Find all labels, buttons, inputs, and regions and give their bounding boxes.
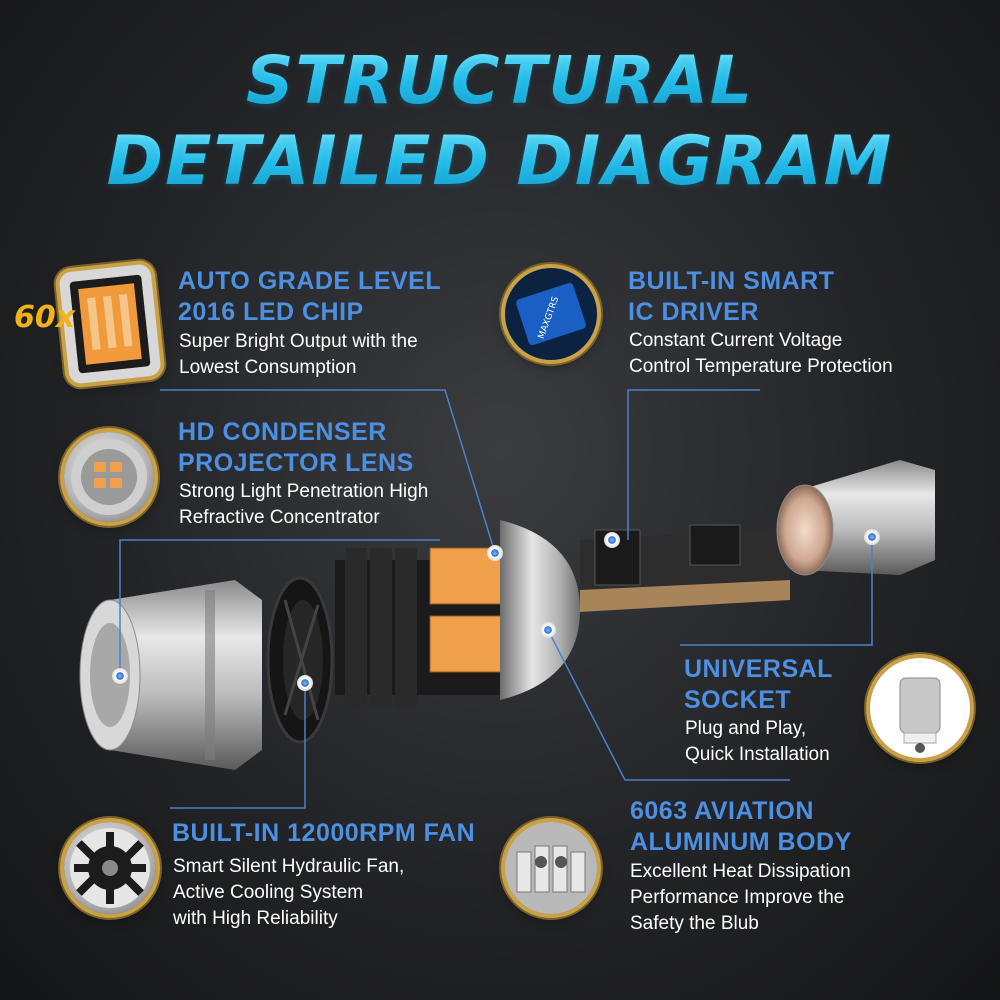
feature-title-line: 2016 LED CHIP [178,298,364,326]
feature-desc-line: Control Temperature Protection [629,356,893,377]
feature-desc-line: Super Bright Output with the [179,331,418,352]
feature-socket-desc [685,716,830,768]
feature-desc-line: Excellent Heat Dissipation [630,861,851,882]
feature-desc-line: Plug and Play, [685,718,807,739]
feature-desc-line: Safety the Blub [630,913,759,934]
feature-title-line: IC DRIVER [628,298,759,326]
feature-title-line: HD CONDENSER [178,418,387,446]
ic-chip-icon [505,268,597,360]
feature-title-line: AUTO GRADE LEVEL [178,267,442,295]
feature-title-line: 6063 AVIATION [630,797,814,825]
feature-fan-title [172,818,475,849]
feature-desc-line: Constant Current Voltage [629,330,843,351]
feature-socket-title [684,654,833,716]
socket-part [777,460,935,575]
aluminum-fin-icon [505,822,597,914]
led-count-badge: 60x [14,300,76,335]
feature-title-line: SOCKET [684,686,792,714]
projector-lens-icon [64,432,154,522]
feature-ic-driver-title [628,266,835,328]
feature-desc-line: Active Cooling System [173,882,364,903]
feature-fan-desc [173,854,404,932]
aluminum-body-part [80,580,262,770]
chip-brand-label: MAXGTRS [536,295,562,341]
feature-title-line: BUILT-IN 12000RPM FAN [172,819,476,847]
feature-aluminum-title [630,796,852,858]
feature-desc-line: Lowest Consumption [179,357,357,378]
feature-title-line: ALUMINUM BODY [630,828,852,856]
feature-led-chip-title [178,266,441,328]
feature-desc-line: Quick Installation [685,744,830,765]
feature-desc-line: Smart Silent Hydraulic Fan, [173,856,405,877]
feature-title-line: BUILT-IN SMART [628,267,835,295]
feature-desc-line: Performance Improve the [630,887,845,908]
socket-icon [870,658,970,758]
feature-ic-driver-desc [629,328,893,380]
title-line-2: DETAILED DIAGRAM [0,122,1000,201]
feature-led-chip-desc [179,329,418,381]
fan-part [268,578,332,742]
feature-lens-desc [179,479,428,531]
feature-aluminum-desc [630,859,851,937]
title-line-1: STRUCTURAL [0,42,1000,119]
feature-desc-line: with High Reliability [173,908,338,929]
feature-desc-line: Strong Light Penetration High [179,481,429,502]
feature-desc-line: Refractive Concentrator [179,507,380,528]
led-core-part [335,520,580,708]
fan-icon [64,822,156,914]
feature-title-line: PROJECTOR LENS [178,449,414,477]
feature-lens-title [178,417,414,479]
feature-title-line: UNIVERSAL [684,655,833,683]
